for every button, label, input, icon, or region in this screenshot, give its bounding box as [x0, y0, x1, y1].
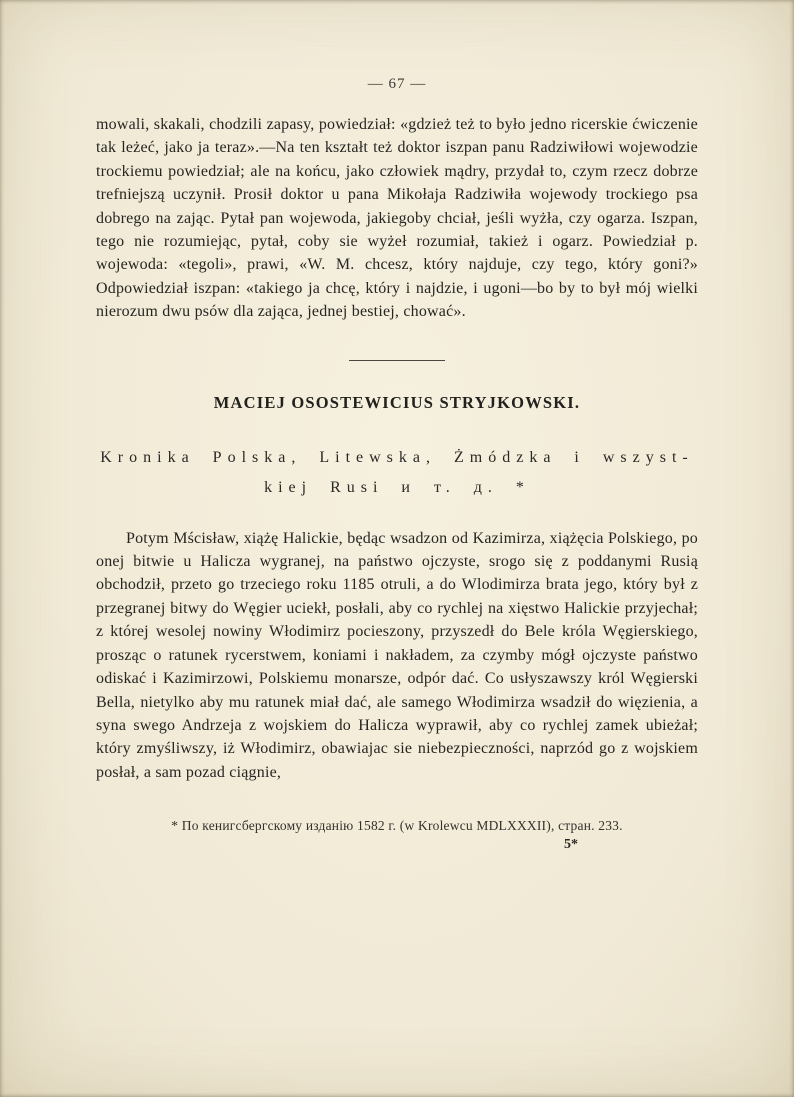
work-title-line-1: Kronika Polska, Litewska, Żmódzka i wszyst- — [100, 448, 694, 466]
paragraph-continuation: mowali, skakali, chodzili zapasy, powiedział: «gdzież też to było jedno ricerskie ćwiczenie tak leżeć, jako ja teraz».—Na ten kształt też doktor iszpan panu Radziwiłowi wojewodzie trockiemu powiedział; ale na końcu, jako człowiek mądry, przydał to, czym rzecz dobrze trefniejszą uczynił. Prosił doktor u pana Mikołaja Radziwiła wojewody trockiego psa dobrego na zając. Pytał pan wojewoda, jakiegoby chciał, jeśli wyżła, czy ogarza. Iszpan, tego nie rozumiejąc, pytał, coby sie wyżeł rozumiał, takież i ogarz. Powiedział p. wojewoda: «tegoli», prawi, «W. M. chcesz, który najduje, czy tego, który goni?» Odpowiedział iszpan: «takiego ja chcę, który i najdzie, i ugoni—bo by to był mój wielki nierozum dwu psów dla zająca, jednej bestiej, chować». — [96, 116, 698, 321]
signature-mark: 5* — [564, 837, 578, 853]
footnote: * По кенигсбергскому изданію 1582 г. (w Krolewcu MDLXXXII), стран. 233. — [171, 818, 623, 834]
work-title — [96, 443, 698, 503]
section-divider — [349, 360, 445, 361]
work-title-line-2: kiej Rusi и т. д. * — [264, 478, 530, 496]
main-paragraph: Potym Mścisław, xiążę Halickie, będąc wsadzon od Kazimirza, xiążęcia Polskiego, po onej bitwie u Halicza wygranej, na państwo ojczyste, srogo się z poddanymi Rusią obchodził, przeto go trzeciego roku 1185 otruli, a do Wlodimirza brata jego, który był z przegranej bitwy do Węgier uciekł, posłali, aby co rychlej na xięstwo Halickie przyjechał; z której wesolej nowiny Włodimirz pocieszony, przyszedł do Bele króla Węgierskiego, prosząc o ratunek rycerstwem, koniami i nakładem, za czymby mógł ojczyste państwo odiskać i Kazimirzowi, Polskiemu monarsze, odpór dać. Co usłyszawszy król Węgierski Bella, nietylko aby mu ratunek miał dać, ale samego Włodimirza wsadził do więzienia, a syna swego Andrzeja z wojskiem do Halicza wyprawił, aby co rychlej zamek ubieżał; który zmyśliwszy, iż Włodimirz, obawiajac sie niebezpieczności, naprzód go z wojskiem posłał, a sam pozad ciągnie, — [96, 529, 698, 781]
page-number: — 67 — — [367, 76, 427, 92]
section-heading: MACIEJ OSOSTEWICIUS STRYJKOWSKI. — [213, 392, 581, 412]
